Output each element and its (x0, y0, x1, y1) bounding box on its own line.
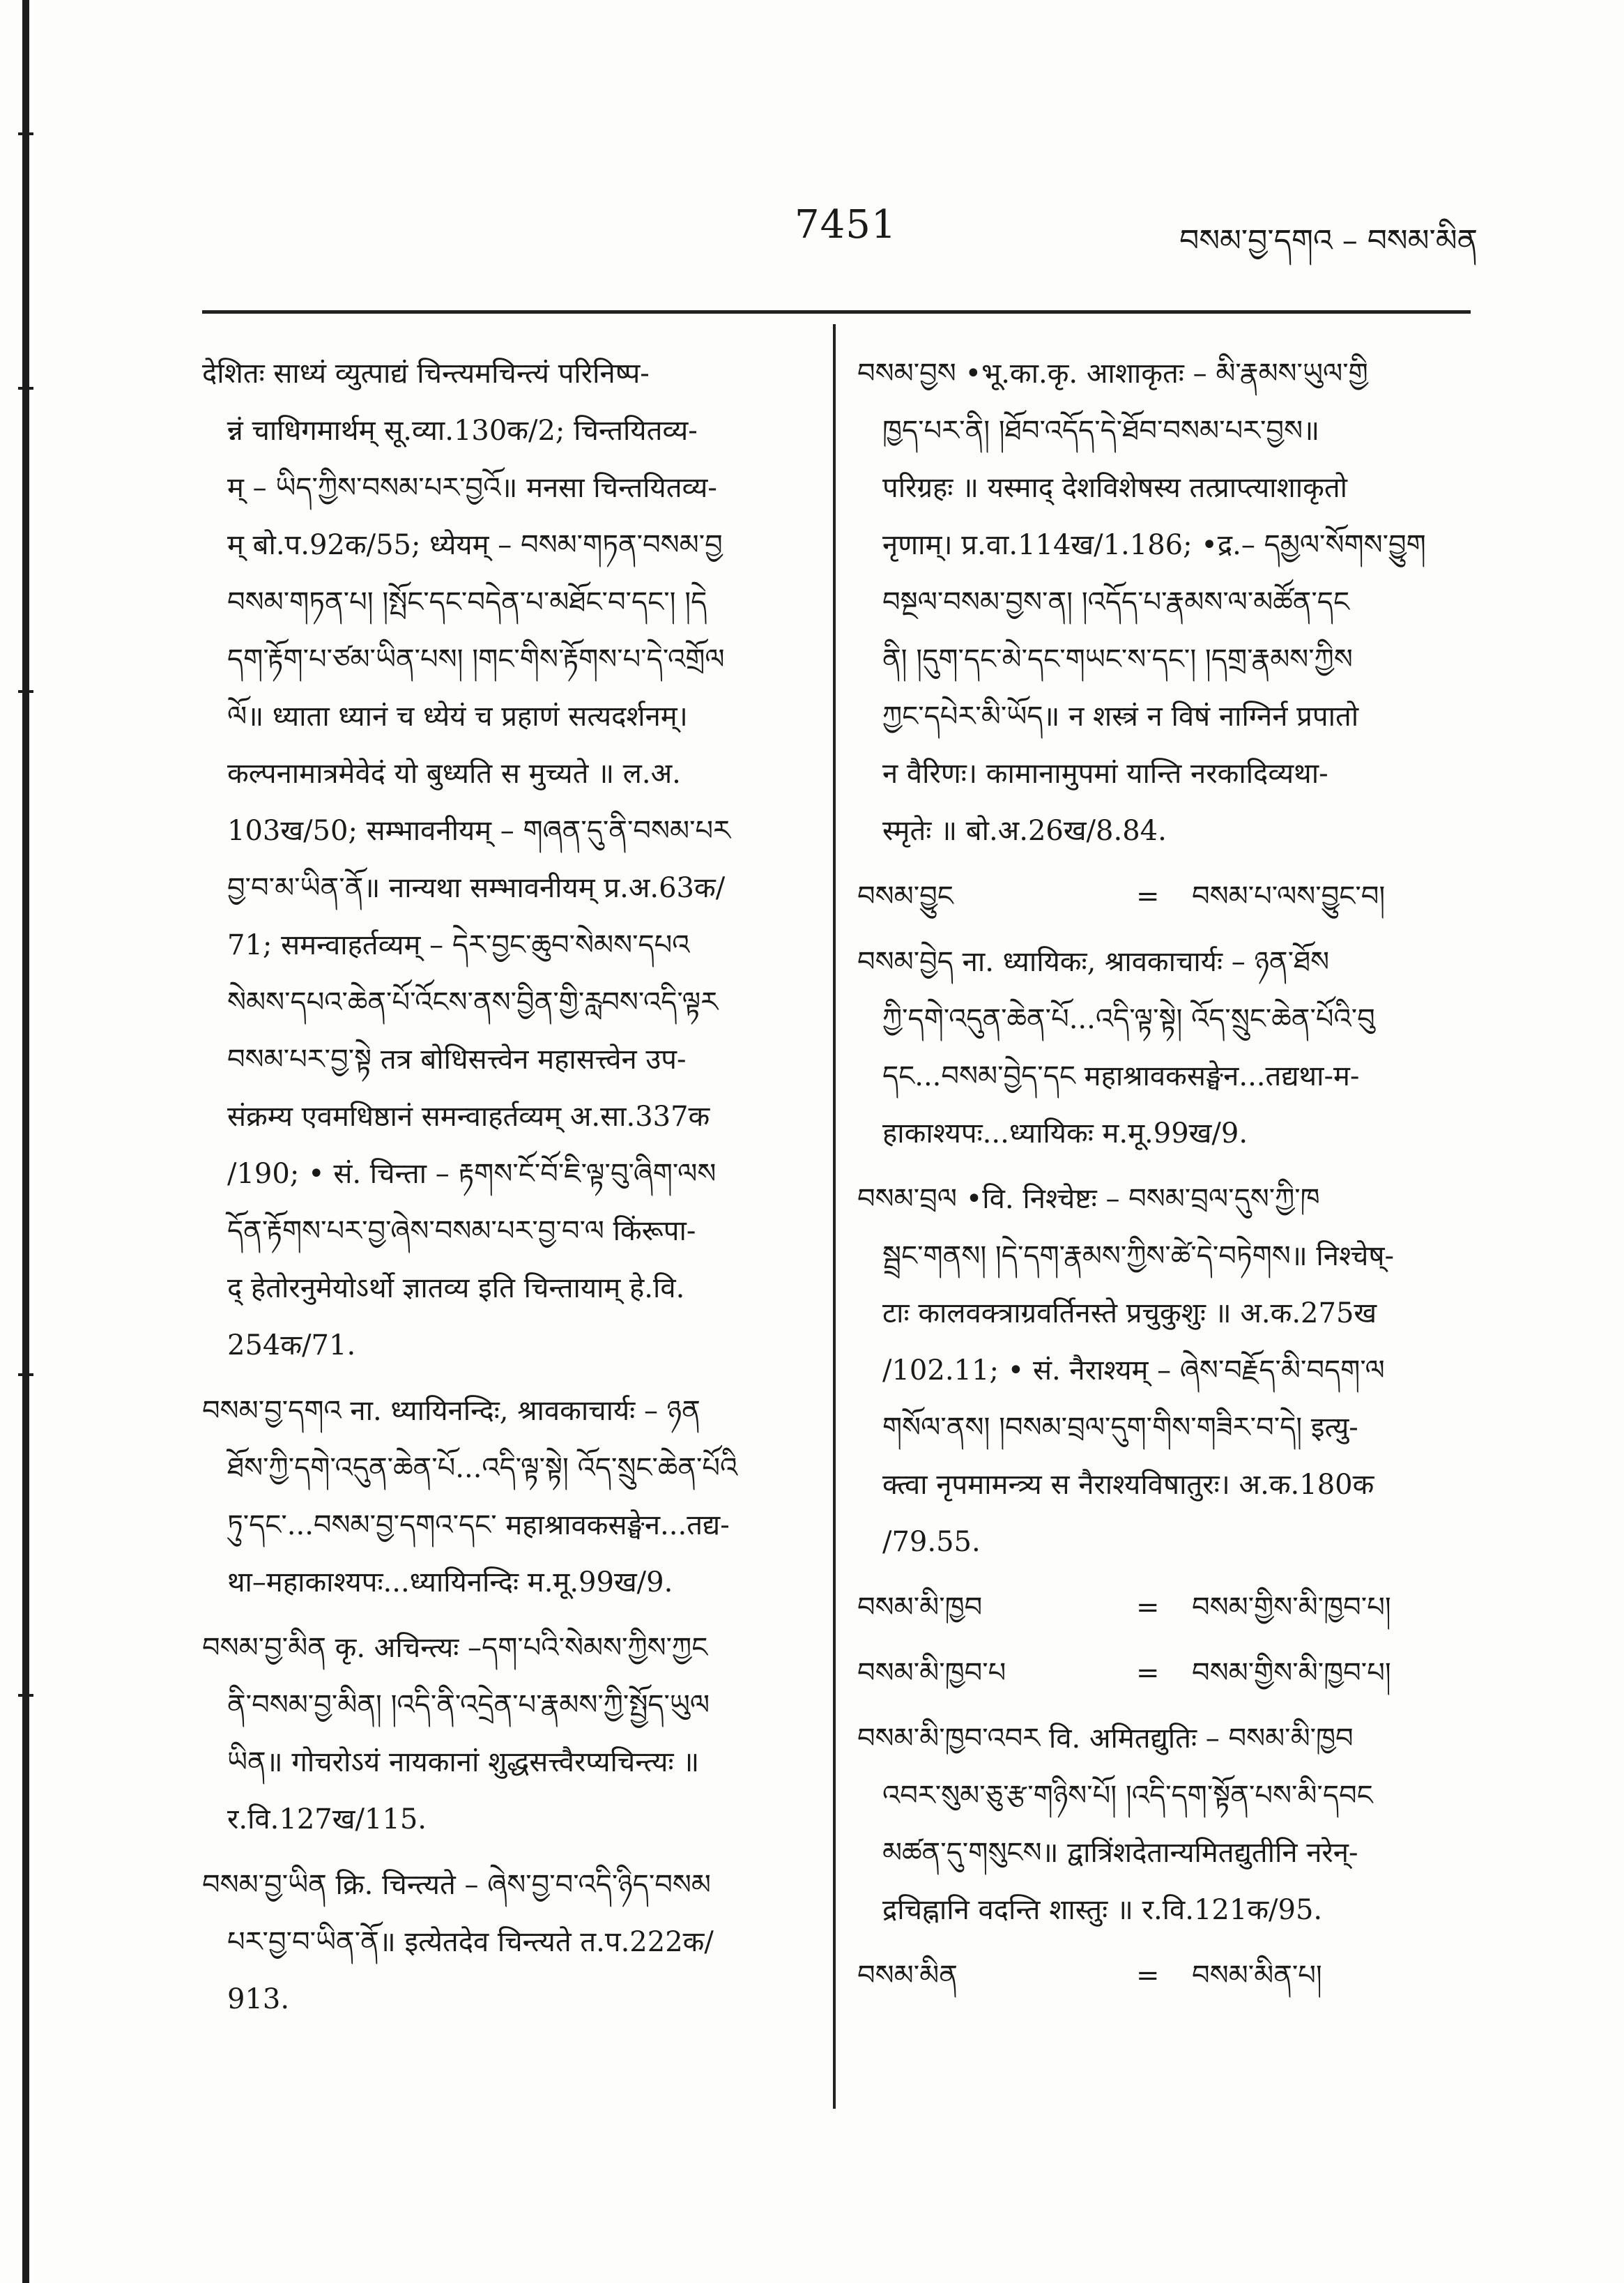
dictionary-entry (857, 1170, 1471, 1571)
entry-first-line: देशितः साध्यं व्युत्पाद्यं चिन्त्यमचिन्त्यं परिनिष्प- (202, 358, 650, 390)
column-divider (833, 324, 836, 2109)
dictionary-entry (202, 1856, 815, 2028)
cross-reference-entry (857, 868, 1471, 925)
equals-sign: = (1136, 1591, 1160, 1624)
entry-line: བསམ་པར་བྱ་སྟེ तत्र बोधिसत्त्वेन महासत्त्वेन उप- (227, 1044, 687, 1076)
dictionary-entry (202, 1382, 815, 1611)
equals-sign: = (1136, 880, 1160, 913)
binding-mark (18, 1694, 33, 1697)
cross-reference-entry (857, 1644, 1471, 1702)
entry-line: कल्पनामात्रमेवेदं यो बुध्यति स मुच्यते ॥ ल.अ. (227, 758, 681, 790)
entry-line: परिग्रहः ॥ यस्माद् देशविशेषस्य तत्प्राप्त्याशाकृतो (882, 472, 1347, 504)
cross-reference-target: བསམ་མིན་པ། (1192, 1960, 1322, 1992)
entry-line: स्मृतेः ॥ बो.अ.26ख/8.84. (882, 815, 1167, 847)
entry-first-line: བསམ་བྱ་མིན कृ. अचिन्त्यः –དག་པའི་སེམས་ཀྱིས་ཀྱང (202, 1632, 708, 1664)
entry-line: འབར་སུམ་ཅུ་རྩ་གཉིས་པོ། །འདི་དག་སྟོན་པས་མི་དབང (882, 1780, 1373, 1812)
binding-mark (18, 690, 33, 693)
left-column (202, 345, 815, 2036)
cross-reference-target: བསམ་པ་ལས་བྱུང་བ། (1192, 880, 1386, 913)
entry-line: हाकाश्यपः...ध्यायिकः म.मू.99ख/9. (882, 1117, 1248, 1150)
entry-line: /190; • सं. चिन्ता – རྟགས་ངོ་བོ་ཇི་ལྟ་བུ་ཞིག་ལས (227, 1158, 717, 1190)
entry-line: ཀྱི་དགེ་འདུན་ཆེན་པོ...འདི་ལྟ་སྟེ། འོད་སྲུང་ཆེན་པོའི་བུ (882, 1003, 1375, 1035)
entry-line: 913. (227, 1983, 290, 2015)
entry-line: न वैरिणः। कामानामुपमां यान्ति नरकादिव्यथा- (882, 758, 1328, 790)
entry-line: म् बो.प.92क/55; ध्येयम् – བསམ་གཏན་བསམ་བྱ (227, 529, 723, 561)
entry-line: བྱ་བ་མ་ཡིན་ནོ॥ नान्यथा सम्भावनीयम् प्र.अ.63क/ (227, 872, 726, 904)
entry-line: म् – ཡིད་ཀྱིས་བསམ་པར་བྱའོ॥ मनसा चिन्तयितव्य- (227, 472, 717, 504)
binding-mark (18, 387, 33, 390)
dictionary-entry (857, 1710, 1471, 1939)
entry-line: ཀྱང་དཔེར་མི་ཡོད॥ न शस्त्रं न विषं नाग्निर्न प्रपातो (882, 701, 1359, 733)
entry-first-line: བསམ་བྱེད ना. ध्यायिकः, श्रावकाचार्यः – ཉན་ཐོས (857, 946, 1330, 978)
dictionary-entry (857, 345, 1471, 860)
entry-line: ནི་བསམ་བྱ་མིན། །འདི་ནི་འདྲེན་པ་རྣམས་ཀྱི་སྤྱོད་ཡུལ (227, 1689, 710, 1721)
running-head: བསམ་བྱ་དགའ – བསམ་མིན (1179, 223, 1478, 259)
equals-sign: = (1136, 1960, 1160, 1992)
entry-line: नृणाम्। प्र.वा.114ख/1.186; •द्र.– དམྱལ་སོགས་བྱུག (882, 529, 1426, 561)
entry-line: ཏུ་དང་...བསམ་བྱ་དགའ་དང་ महाश्रावकसङ्घेन...तद्य- (227, 1509, 730, 1541)
entry-line: ཐོས་ཀྱི་དགེ་འདུན་ཆེན་པོ...འདི་ལྟ་སྟེ། འོད་སྲུང་ཆེན་པོའི (227, 1452, 738, 1484)
dictionary-entry (202, 345, 815, 1374)
headword: བསམ་མི་ཁྱབ (857, 1591, 983, 1624)
entry-line: था–महाकाश्यपः...ध्यायिनन्दिः म.मू.99ख/9. (227, 1566, 673, 1598)
entry-line: 71; समन्वाहर्तव्यम् – དེར་བྱང་ཆུབ་སེམས་དཔའ (227, 929, 690, 961)
entry-line: ཡིན॥ गोचरोऽयं नायकानां शुद्धसत्त्वैरप्यचिन्त्यः ॥ (227, 1746, 700, 1778)
entry-line: क्त्वा नृपमामन्त्र्य स नैराश्यविषातुरः। अ.क.180क (882, 1469, 1374, 1501)
entry-line: ཁྱད་པར་ནི། །ཐོབ་འདོད་དེ་ཐོབ་བསམ་པར་བྱས॥ (882, 415, 1320, 447)
entry-line: དང...བསམ་བྱེད་དང महाश्रावकसङ्घेन...तद्यथा-म- (882, 1060, 1360, 1092)
entry-line: संक्रम्य एवमधिष्ठानं समन्वाहर्तव्यम् अ.सा.337क (227, 1101, 710, 1133)
entry-first-line: བསམ་བྲལ •वि. निश्चेष्टः – བསམ་བྲལ་དུས་ཀྱི་ཁ (857, 1183, 1320, 1215)
entry-line: /79.55. (882, 1526, 981, 1558)
cross-reference-entry (857, 1579, 1471, 1636)
cross-reference-entry (857, 1947, 1471, 2004)
headword: བསམ་བྱུང (857, 880, 953, 913)
headword: བསམ་མིན (857, 1960, 958, 1992)
page-number: 7451 (795, 202, 897, 247)
entry-line: བསམ་གཏན་པ། །སྤོང་དང་བདེན་པ་མཐོང་བ་དང་། །དེ (227, 586, 707, 618)
right-column (857, 345, 1471, 2013)
entry-line: བསྔལ་བསམ་བྱས་ན། །འདོད་པ་རྣམས་ལ་མཚོན་དང (882, 586, 1350, 618)
entry-line: र.वि.127ख/115. (227, 1803, 427, 1835)
entry-line: སྦྲང་གནས། །དེ་དག་རྣམས་ཀྱིས་ཚེ་དེ་བཏེགས॥ निश्चेष्- (882, 1240, 1395, 1272)
entry-line: न्नं चाधिगमार्थम् सू.व्या.130क/2; चिन्तयितव्य- (227, 415, 698, 447)
entry-line: མཚན་དུ་གསུངས॥ द्वात्रिंशदेतान्यमितद्युतीनि नरेन्- (882, 1837, 1358, 1869)
binding-mark (18, 1373, 33, 1376)
entry-line: དག་རྟོག་པ་ཙམ་ཡིན་པས། །གང་གིས་རྟོགས་པ་དེ་འགྲོལ (227, 643, 725, 675)
entry-line: 103ख/50; सम्भावनीयम् – གཞན་དུ་ནི་བསམ་པར (227, 815, 731, 847)
binding-edge (22, 0, 29, 2283)
dictionary-entry (857, 933, 1471, 1162)
entry-line: ལོ॥ ध्याता ध्यानं च ध्येयं च प्रहाणं सत्यदर्शनम्। (227, 701, 688, 733)
cross-reference-target: བསམ་གྱིས་མི་ཁྱབ་པ། (1192, 1591, 1391, 1624)
entry-line: /102.11; • सं. नैराश्यम् – ཞེས་བརྗོད་མི་བདག་ལ (882, 1354, 1385, 1387)
dictionary-entry (202, 1619, 815, 1848)
entry-line: टाः कालवक्त्राग्रवर्तिनस्ते प्रचुकुशुः ॥ अ.क.275ख (882, 1297, 1377, 1329)
cross-reference-target: བསམ་གྱིས་མི་ཁྱབ་པ། (1192, 1657, 1391, 1689)
entry-line: པར་བྱ་བ་ཡིན་ནོ॥ इत्येतदेव चिन्त्यते त.प.222क/ (227, 1926, 714, 1958)
equals-sign: = (1136, 1657, 1160, 1689)
headword: བསམ་མི་ཁྱབ་པ (857, 1657, 1006, 1689)
entry-first-line: བསམ་བྱས •भू.का.कृ. आशाकृतः – མི་རྣམས་ཡུལ་གྱི (857, 358, 1368, 390)
entry-line: གསོལ་ནས། །བསམ་བྲལ་དུག་གིས་གཟིར་བ་དེ། इत्यु- (882, 1412, 1358, 1444)
entry-first-line: བསམ་བྱ་ཡིན क्रि. चिन्त्यते – ཞེས་བྱ་བ་འདི་ཉིད་བསམ (202, 1869, 711, 1901)
page-header (0, 0, 1624, 293)
entry-line: ནི། །དུག་དང་མེ་དང་གཡང་ས་དང་། །དགྲ་རྣམས་ཀྱིས (882, 643, 1353, 675)
header-rule (202, 310, 1471, 314)
entry-line: द्रचिह्नानि वदन्ति शास्तुः ॥ र.वि.121क/95. (882, 1894, 1323, 1926)
entry-line: དོན་རྟོགས་པར་བྱ་ཞེས་བསམ་པར་བྱ་བ་ལ किंरूपा- (227, 1215, 696, 1247)
entry-line: སེམས་དཔའ་ཆེན་པོ་འོངས་ནས་བྱིན་གྱི་རླབས་འདི་ལྟར (227, 986, 719, 1018)
entry-line: द् हेतोरनुमेयोऽर्थो ज्ञातव्य इति चिन्तायाम् हे.वि. (227, 1272, 685, 1304)
entry-first-line: བསམ་བྱ་དགའ ना. ध्यायिनन्दिः, श्रावकाचार्यः – ཉན (202, 1395, 700, 1427)
entry-first-line: བསམ་མི་ཁྱབ་འབར वि. अमितद्युतिः – བསམ་མི་ཁྱབ (857, 1723, 1354, 1755)
entry-line: 254क/71. (227, 1329, 356, 1361)
